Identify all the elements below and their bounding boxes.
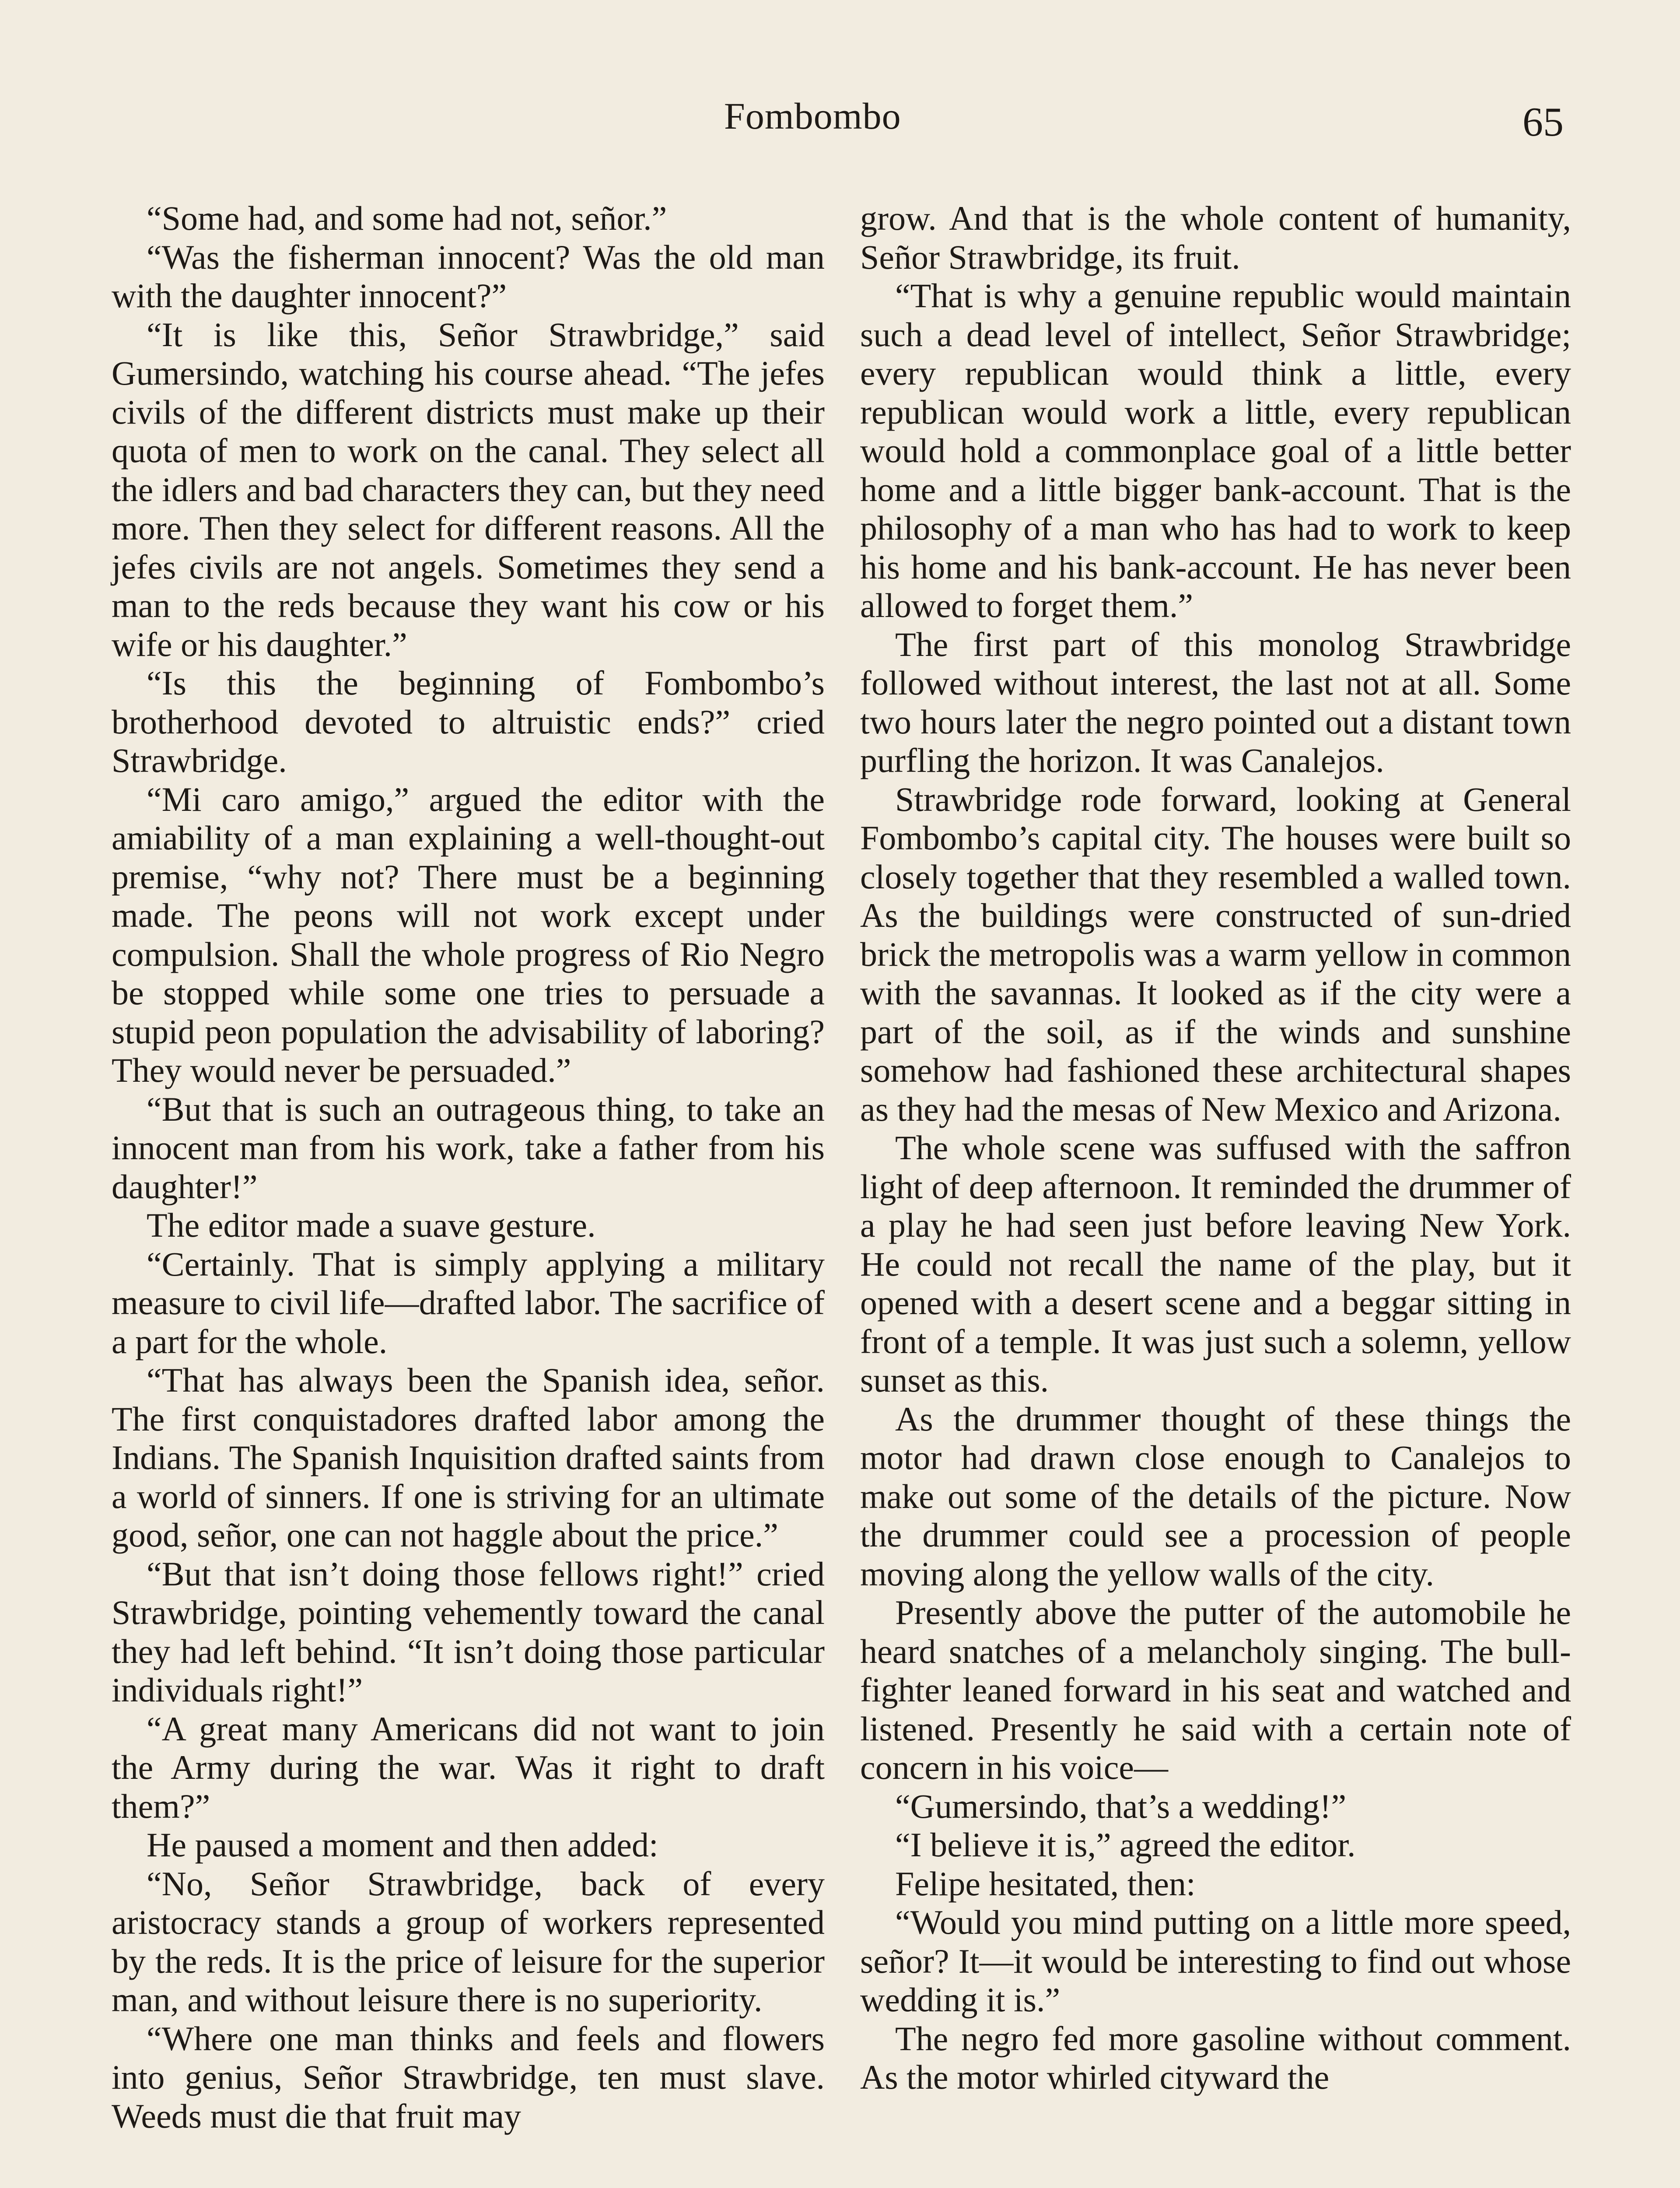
paragraph: The editor made a suave gesture. [147,1206,596,1244]
paragraph: “Where one man thinks and feels and flowers into genius, Señor Strawbridge, ten must slave. Weeds must die that fruit may [112,2019,825,2135]
paragraph: “A great many Americans did not want to join the Army during the war. Was it right to draft them?” [112,1709,825,1825]
paragraph: “Gumersindo, that’s a wedding!” [895,1787,1347,1825]
paragraph: “Some had, and some had not, señor.” [147,199,667,237]
paragraph: “That has always been the Spanish idea, señor. The first conquistadores drafted labor among the Indians. The Spanish Inquisition drafted saints from a world of sinners. If one is striving for an ultimate good, señor, one can not haggle about the price.” [112,1361,825,1554]
paragraph: “Was the fisherman innocent? Was the old man with the daughter innocent?” [112,238,825,315]
paragraph: “Is this the beginning of Fombombo’s brotherhood devoted to altruistic ends?” cried Strawbridge. [112,664,825,779]
paragraph: The whole scene was suffused with the saffron light of deep afternoon. It reminded the drummer of a play he had seen just before leaving New York. He could not recall the name of the play, but it opened with a desert scene and a beggar sitting in front of a temple. It was just such a solemn, yellow sunset as this. [860,1129,1571,1399]
paragraph: “That is why a genuine republic would maintain such a dead level of intellect, Señor Strawbridge; every republican would think a little, every republican would work a little, every republican would hold a commonplace goal of a little better home and a little bigger bank-account. That is the philosophy of a man who has had to work to keep his home and his bank-account. He has never been allowed to forget them.” [860,277,1571,624]
right-column [860,199,1571,2097]
paragraph: “I believe it is,” agreed the editor. [895,1826,1356,1864]
paragraph: “Certainly. That is simply applying a military measure to civil life—drafted labor. The sacrifice of a part for the whole. [112,1245,825,1360]
paragraph-continuation: grow. And that is the whole content of humanity, Señor Strawbridge, its fruit. [860,199,1571,276]
paragraph: “But that isn’t doing those fellows right!” cried Strawbridge, pointing vehemently toward the canal they had left behind. “It isn’t doing those particular individuals right!” [112,1554,825,1709]
paragraph: The first part of this monolog Strawbridge followed without interest, the last not at all. Some two hours later the negro pointed out a distant town purfling the horizon. It was Canalejos. [860,625,1571,779]
left-column [112,199,825,2135]
paragraph: “No, Señor Strawbridge, back of every aristocracy stands a group of workers represented by the reds. It is the price of leisure for the superior man, and without leisure there is no superiority. [112,1864,825,2019]
paragraph: “Would you mind putting on a little more speed, señor? It—it would be interesting to find out whose wedding it is.” [860,1903,1571,2019]
paragraph: “Mi caro amigo,” argued the editor with the amiability of a man explaining a well-thought-out premise, “why not? There must be a beginning made. The peons will not work except under compulsion. Shall the whole progress of Rio Negro be stopped while some one tries to persuade a stupid peon population the advisability of laboring? They would never be persuaded.” [112,780,825,1089]
running-head: Fombombo [724,95,901,137]
paragraph: The negro fed more gasoline without comment. As the motor whirled cityward the [860,2019,1571,2096]
paragraph: Presently above the putter of the automobile he heard snatches of a melancholy singing. The bull-fighter leaned forward in his seat and watched and listened. Presently he said with a certain note of concern in his voice— [860,1593,1571,1786]
paragraph: Strawbridge rode forward, looking at General Fombombo’s capital city. The houses were built so closely together that they resembled a walled town. As the buildings were constructed of sun-dried brick the metropolis was a warm yellow in common with the savannas. It looked as if the city were a part of the soil, as if the winds and sunshine somehow had fashioned these architectural shapes as they had the mesas of New Mexico and Arizona. [860,780,1571,1128]
paragraph: “It is like this, Señor Strawbridge,” said Gumersindo, watching his course ahead. “The jefes civils of the different districts must make up their quota of men to work on the canal. They select all the idlers and bad characters they can, but they need more. Then they select for different reasons. All the jefes civils are not angels. Sometimes they send a man to the reds because they want his cow or his wife or his daughter.” [112,315,825,663]
paragraph: As the drummer thought of these things the motor had drawn close enough to Canalejos to make out some of the details of the picture. Now the drummer could see a procession of people moving along the yellow walls of the city. [860,1399,1571,1593]
paragraph: “But that is such an outrageous thing, to take an innocent man from his work, take a father from his daughter!” [112,1090,825,1206]
paragraph: He paused a moment and then added: [147,1826,658,1864]
paragraph: Felipe hesitated, then: [895,1864,1196,1903]
page-header [0,94,1680,155]
page-number: 65 [1522,99,1564,145]
